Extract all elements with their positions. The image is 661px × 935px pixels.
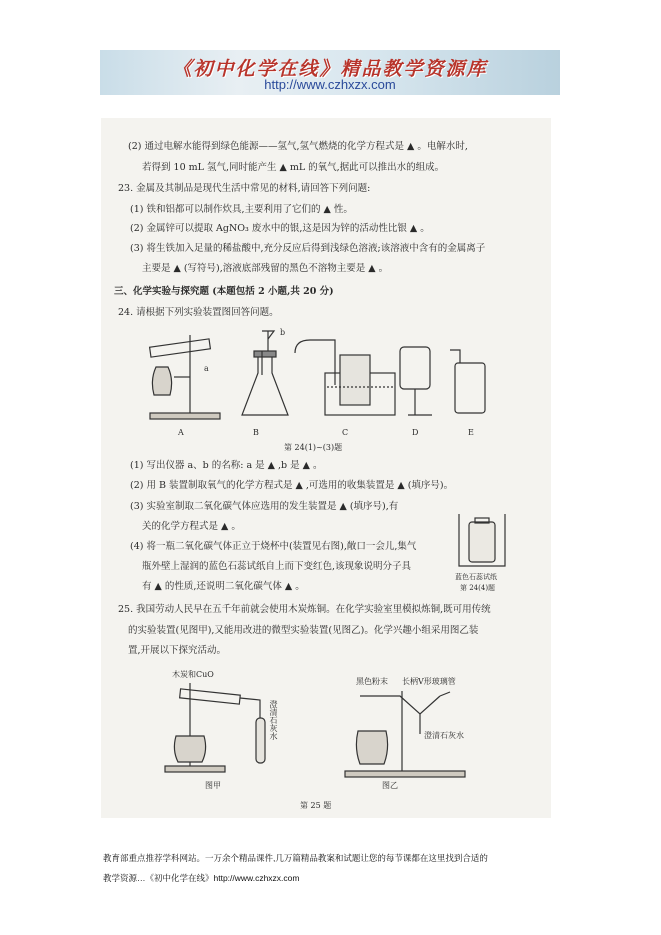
gas-jar <box>469 522 495 562</box>
yi-name: 图乙 <box>382 781 398 790</box>
stand-base-yi <box>345 771 465 777</box>
q24-4-label-paper: 蓝色石蕊试纸 <box>455 573 497 581</box>
test-tube-jia <box>180 689 241 704</box>
section-3-heading: 三、化学实验与探究题 (本题包括 2 小题,共 20 分) <box>114 286 334 297</box>
alcohol-lamp-jia <box>174 736 205 762</box>
q25-line3: 置,开展以下探究活动。 <box>128 645 227 656</box>
label-a: a <box>204 364 209 373</box>
q24-apparatus-figure <box>130 325 500 445</box>
q24-4-figure <box>455 510 510 570</box>
gas-bottle-c <box>340 355 370 405</box>
q24-4-line3: 有 ▲ 的性质,还说明二氧化碳气体 ▲ 。 <box>142 581 305 592</box>
tube-e <box>450 350 460 363</box>
figure-25-caption: 第 25 题 <box>300 801 332 810</box>
q23-stem: 23. 金属及其制品是现代生活中常见的材料,请回答下列问题: <box>118 183 371 194</box>
delivery-tube-c <box>295 340 335 385</box>
yi-label-vtube: 长柄V形玻璃管 <box>402 677 456 686</box>
v-tube-outlet-yi <box>440 692 450 696</box>
header-banner <box>100 50 560 95</box>
q24-stem: 24. 请根据下列实验装置图回答问题。 <box>118 307 279 318</box>
q23-1: (1) 铁和铝都可以制作炊具,主要利用了它们的 ▲ 性。 <box>130 204 353 215</box>
q22-2-line1: (2) 通过电解水能得到绿色能源——氢气,氢气燃烧的化学方程式是 ▲ 。电解水时, <box>128 141 468 152</box>
stand-base-a <box>150 413 220 419</box>
yi-label-limewater: 澄清石灰水 <box>424 731 464 740</box>
stopper-b <box>254 351 276 357</box>
q25-line1: 25. 我国劳动人民早在五千年前就会使用木炭炼铜。在化学实验室里模拟炼铜,既可用传统 <box>118 604 491 615</box>
bottle-d <box>400 347 430 389</box>
q24-3-line1: (3) 实验室制取二氧化碳气体应选用的发生装置是 ▲ (填序号),有 <box>130 501 399 512</box>
apparatus-label-c: C <box>342 428 349 437</box>
stand-base-jia <box>165 766 225 772</box>
q25-line2: 的实验装置(见图甲),又能用改进的微型实验装置(见图乙)。化学兴趣小组采用图乙装 <box>128 625 479 636</box>
label-b: b <box>280 328 286 337</box>
q22-2-line2: 若得到 10 mL 氢气,同时能产生 ▲ mL 的氧气,据此可以推出水的组成。 <box>142 162 445 173</box>
jia-label-reactants: 木炭和CuO <box>172 670 214 679</box>
q24-4-caption: 第 24(4)题 <box>460 584 496 592</box>
q24-4-line1: (4) 将一瓶二氧化碳气体正立于烧杯中(装置见右图),敞口一会儿,集气 <box>130 541 417 552</box>
banner-title: 《初中化学在线》精品教学资源库 <box>172 58 488 80</box>
yi-label-powder: 黑色粉末 <box>356 677 388 686</box>
lamp-a <box>152 367 171 395</box>
q23-2: (2) 金属锌可以提取 AgNO₃ 废水中的银,这是因为锌的活动性比银 ▲ 。 <box>130 223 430 234</box>
q23-3-line1: (3) 将生铁加入足量的稀盐酸中,充分反应后得到浅绿色溶液;该溶液中含有的金属离子 <box>130 243 486 254</box>
q24-4-line2: 瓶外壁上湿润的蓝色石蕊试纸自上而下变红色,该现象说明分子具 <box>142 561 412 572</box>
apparatus-label-e: E <box>468 428 474 437</box>
apparatus-label-a: A <box>178 428 184 437</box>
figure-24-caption: 第 24(1)~(3)题 <box>284 443 343 452</box>
apparatus-label-d: D <box>412 428 419 437</box>
flask-b <box>242 355 288 415</box>
lime-water-tube-jia <box>256 718 265 763</box>
apparatus-label-b: B <box>253 428 259 437</box>
jia-name: 图甲 <box>205 781 221 790</box>
alcohol-lamp-yi <box>356 731 387 764</box>
q24-1: (1) 写出仪器 a、b 的名称: a 是 ▲ ,b 是 ▲ 。 <box>130 460 323 471</box>
q23-3-line2: 主要是 ▲ (写符号),溶液底部残留的黑色不溶物主要是 ▲ 。 <box>142 263 389 274</box>
v-tube-yi <box>360 696 440 714</box>
jia-label-limewater: 澄清石灰水 <box>269 700 278 740</box>
footer-line2[interactable]: 教学资源…《初中化学在线》http://www.czhxzx.com <box>103 873 300 883</box>
banner-url[interactable]: http://www.czhxzx.com <box>264 77 396 92</box>
bottle-e <box>455 363 485 413</box>
q24-3-line2: 关的化学方程式是 ▲ 。 <box>142 521 241 532</box>
test-tube-a <box>150 339 211 357</box>
footer-line1: 教育部重点推荐学科网站。一万余个精品课件,几万篇精品教案和试题让您的每节课都在这里找到合适的 <box>103 853 488 863</box>
q24-2: (2) 用 B 装置制取氧气的化学方程式是 ▲ ,可选用的收集装置是 ▲ (填序号)。 <box>130 480 454 491</box>
